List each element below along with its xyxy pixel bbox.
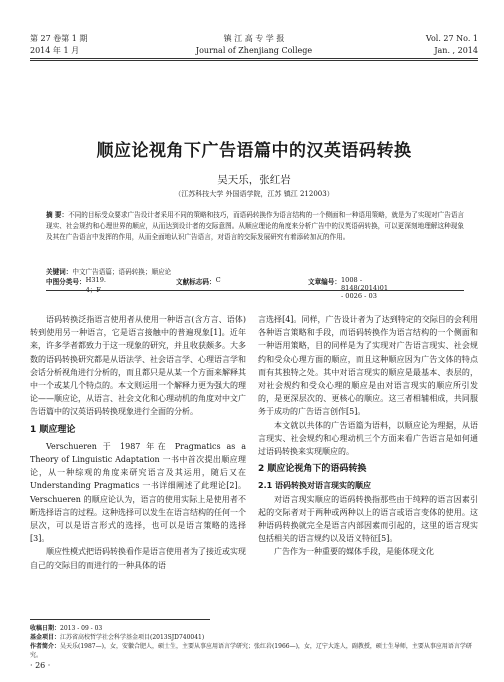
keywords-label: 关键词： bbox=[46, 268, 73, 276]
received-date: 2013 - 09 - 03 bbox=[60, 625, 103, 632]
abstract-label: 摘 要： bbox=[46, 211, 69, 219]
author-affiliation: （江苏科技大学 外国语学院，江苏 镇江 212003） bbox=[174, 190, 334, 198]
clc-value: H319. 4；F bbox=[85, 276, 106, 294]
paragraph: 广告作为一种重要的媒体手段，是能体现文化 bbox=[274, 547, 434, 557]
paragraph: Verschueren 于 1987 年在 Pragmatics as a Theory of Linguistic Adaptation 一书中首次提出顺应理论，从一种综观的角度来研究语言及其运用，随后又在 Understanding Pragmatics 一书详细阐述了此理论[2]。Verschueren 的顺应论认为，语言的使用实际上是使用者不断选择语言的过程。这种选择可以发生在语言结构的任何一个层次，可以是语言形式的选择，也可以是语言策略的选择[3]。 bbox=[30, 441, 246, 544]
article-no-value: 1008 - 8148(2014)01 - 0026 - 03 bbox=[340, 276, 389, 300]
volume-cn: 第 27 卷第 1 期 bbox=[30, 34, 88, 43]
left-column bbox=[30, 313, 246, 572]
author-bio-text: 吴天乐(1987—)，女，安徽合肥人，硕士生，主要从事应用语言学研究；张红岩(1966—)，女，辽宁大连人，副教授，硕士生导师，主要从事应用语言学研究。 bbox=[30, 643, 472, 659]
date-en: Jan. , 2014 bbox=[434, 46, 478, 55]
header-rule-thin bbox=[30, 60, 478, 61]
paragraph: 言选择[4]。同样，广告设计者为了达到特定的交际目的会利用各种语言策略和手段，而语码转换作为语言结构的一个侧面和一种语用策略，目的同样是为了实现对广告语言现实、社会规约和受众心理方面的顺应，而且这种顺应因为广告文体的特点而有其独特之处。其中对语言现实的顺应是最基本、表层的，对社会规约和受众心理的顺应是由对语言现实的顺应所引发的，是更深层次的、更核心的顺应。这三者相辅相成，共同服务于成功的广告语言创作[5]。 bbox=[258, 315, 478, 417]
paragraph: 本文就以共体的广告语篇为语料，以顺应论为理据，从语言现实、社会规约和心理动机三个方面来看广告语言是如何通过语码转换来实现顺应的。 bbox=[258, 420, 478, 457]
abstract-rule bbox=[46, 290, 464, 291]
doc-code-value: C bbox=[215, 276, 221, 284]
subsection-heading: 2.1 语码转换对语言现实的顺应 bbox=[258, 481, 371, 491]
header-rule bbox=[30, 58, 478, 59]
section-heading: 1 顺应理论 bbox=[30, 424, 76, 435]
keywords bbox=[46, 266, 171, 276]
footnote bbox=[30, 624, 478, 660]
paragraph: 对语言现实顺应的语码转换指那些由于纯粹的语言因素引起的交际者对于两种或两种以上的语言或语言变体的使用。这种语码转换就完全是语言内部因素而引起的，这里的语言现实包括相关的语言规约以及语义特征[5]。 bbox=[258, 494, 478, 544]
abstract-text: 不同的目标受众要求广告设计者采用不同的策略和技巧，而语码转换作为语言结构的一个侧面和一种语用策略，就是为了实现对广告语言现实、社会规约和心理世界的顺应，从而达到设计者的交际意图。从顺应理论的角度来分析广告中的汉英语码转换，可以更深刻地理解这种现象及其在广告语言中发挥的作用，从而全面地认识广告语言，对语言的交际发展研究有着添砖加瓦的作用。 bbox=[46, 211, 465, 241]
doc-code-label: 文献标志码： bbox=[176, 278, 216, 286]
page-number: · 26 · bbox=[30, 661, 51, 670]
journal-name-cn: 镇 江 高 专 学 报 bbox=[223, 34, 285, 43]
paper-authors: 吴天乐，张红岩 bbox=[217, 174, 291, 186]
right-column bbox=[258, 313, 478, 559]
volume-en: Vol. 27 No. 1 bbox=[425, 34, 478, 43]
paragraph: 顺应性模式把语码转换看作是语言使用者为了接近或实现自己的交际目的而进行的一种具体的语 bbox=[30, 547, 246, 570]
keywords-text: 中文广告语篇；语码转换；顺应论 bbox=[72, 268, 172, 276]
paragraph: 语码转换泛指语言使用者从使用一种语言(含方言、语体)转到使用另一种语言，它是语言接触中的普遍现象[1]。近年来，许多学者都致力于这一现象的研究，并且收获颇多。大多数的语码转换研究都是从语法学、社会语言学、心理语言学和会话分析视角进行分析的，而且都只是从某一个方面来解释其中一个或某几个特点的。本文则运用一个解释力更为强大的理论——顺应论，从语言、社会文化和心理动机的角度对中文广告语篇中的汉英语码转换现象进行全面的分析。 bbox=[30, 315, 246, 417]
article-no-label: 文章编号： bbox=[308, 278, 341, 286]
received-label: 收稿日期： bbox=[30, 625, 61, 632]
section-heading: 2 顺应论视角下的语码转换 bbox=[258, 464, 367, 475]
fund-label: 基金项目： bbox=[30, 634, 61, 641]
fund-text: 江苏省高校哲学社会科学基金项目(2013SJD740041) bbox=[60, 634, 205, 641]
clc-label: 中图分类号： bbox=[46, 278, 86, 286]
author-bio-label: 作者简介： bbox=[30, 643, 61, 650]
footnote-rule bbox=[30, 619, 210, 620]
journal-name-en: Journal of Zhenjiang College bbox=[195, 46, 313, 55]
date-cn: 2014 年 1 月 bbox=[30, 46, 80, 55]
abstract bbox=[46, 210, 464, 243]
paper-title: 顺应论视角下广告语篇中的汉英语码转换 bbox=[96, 141, 412, 161]
